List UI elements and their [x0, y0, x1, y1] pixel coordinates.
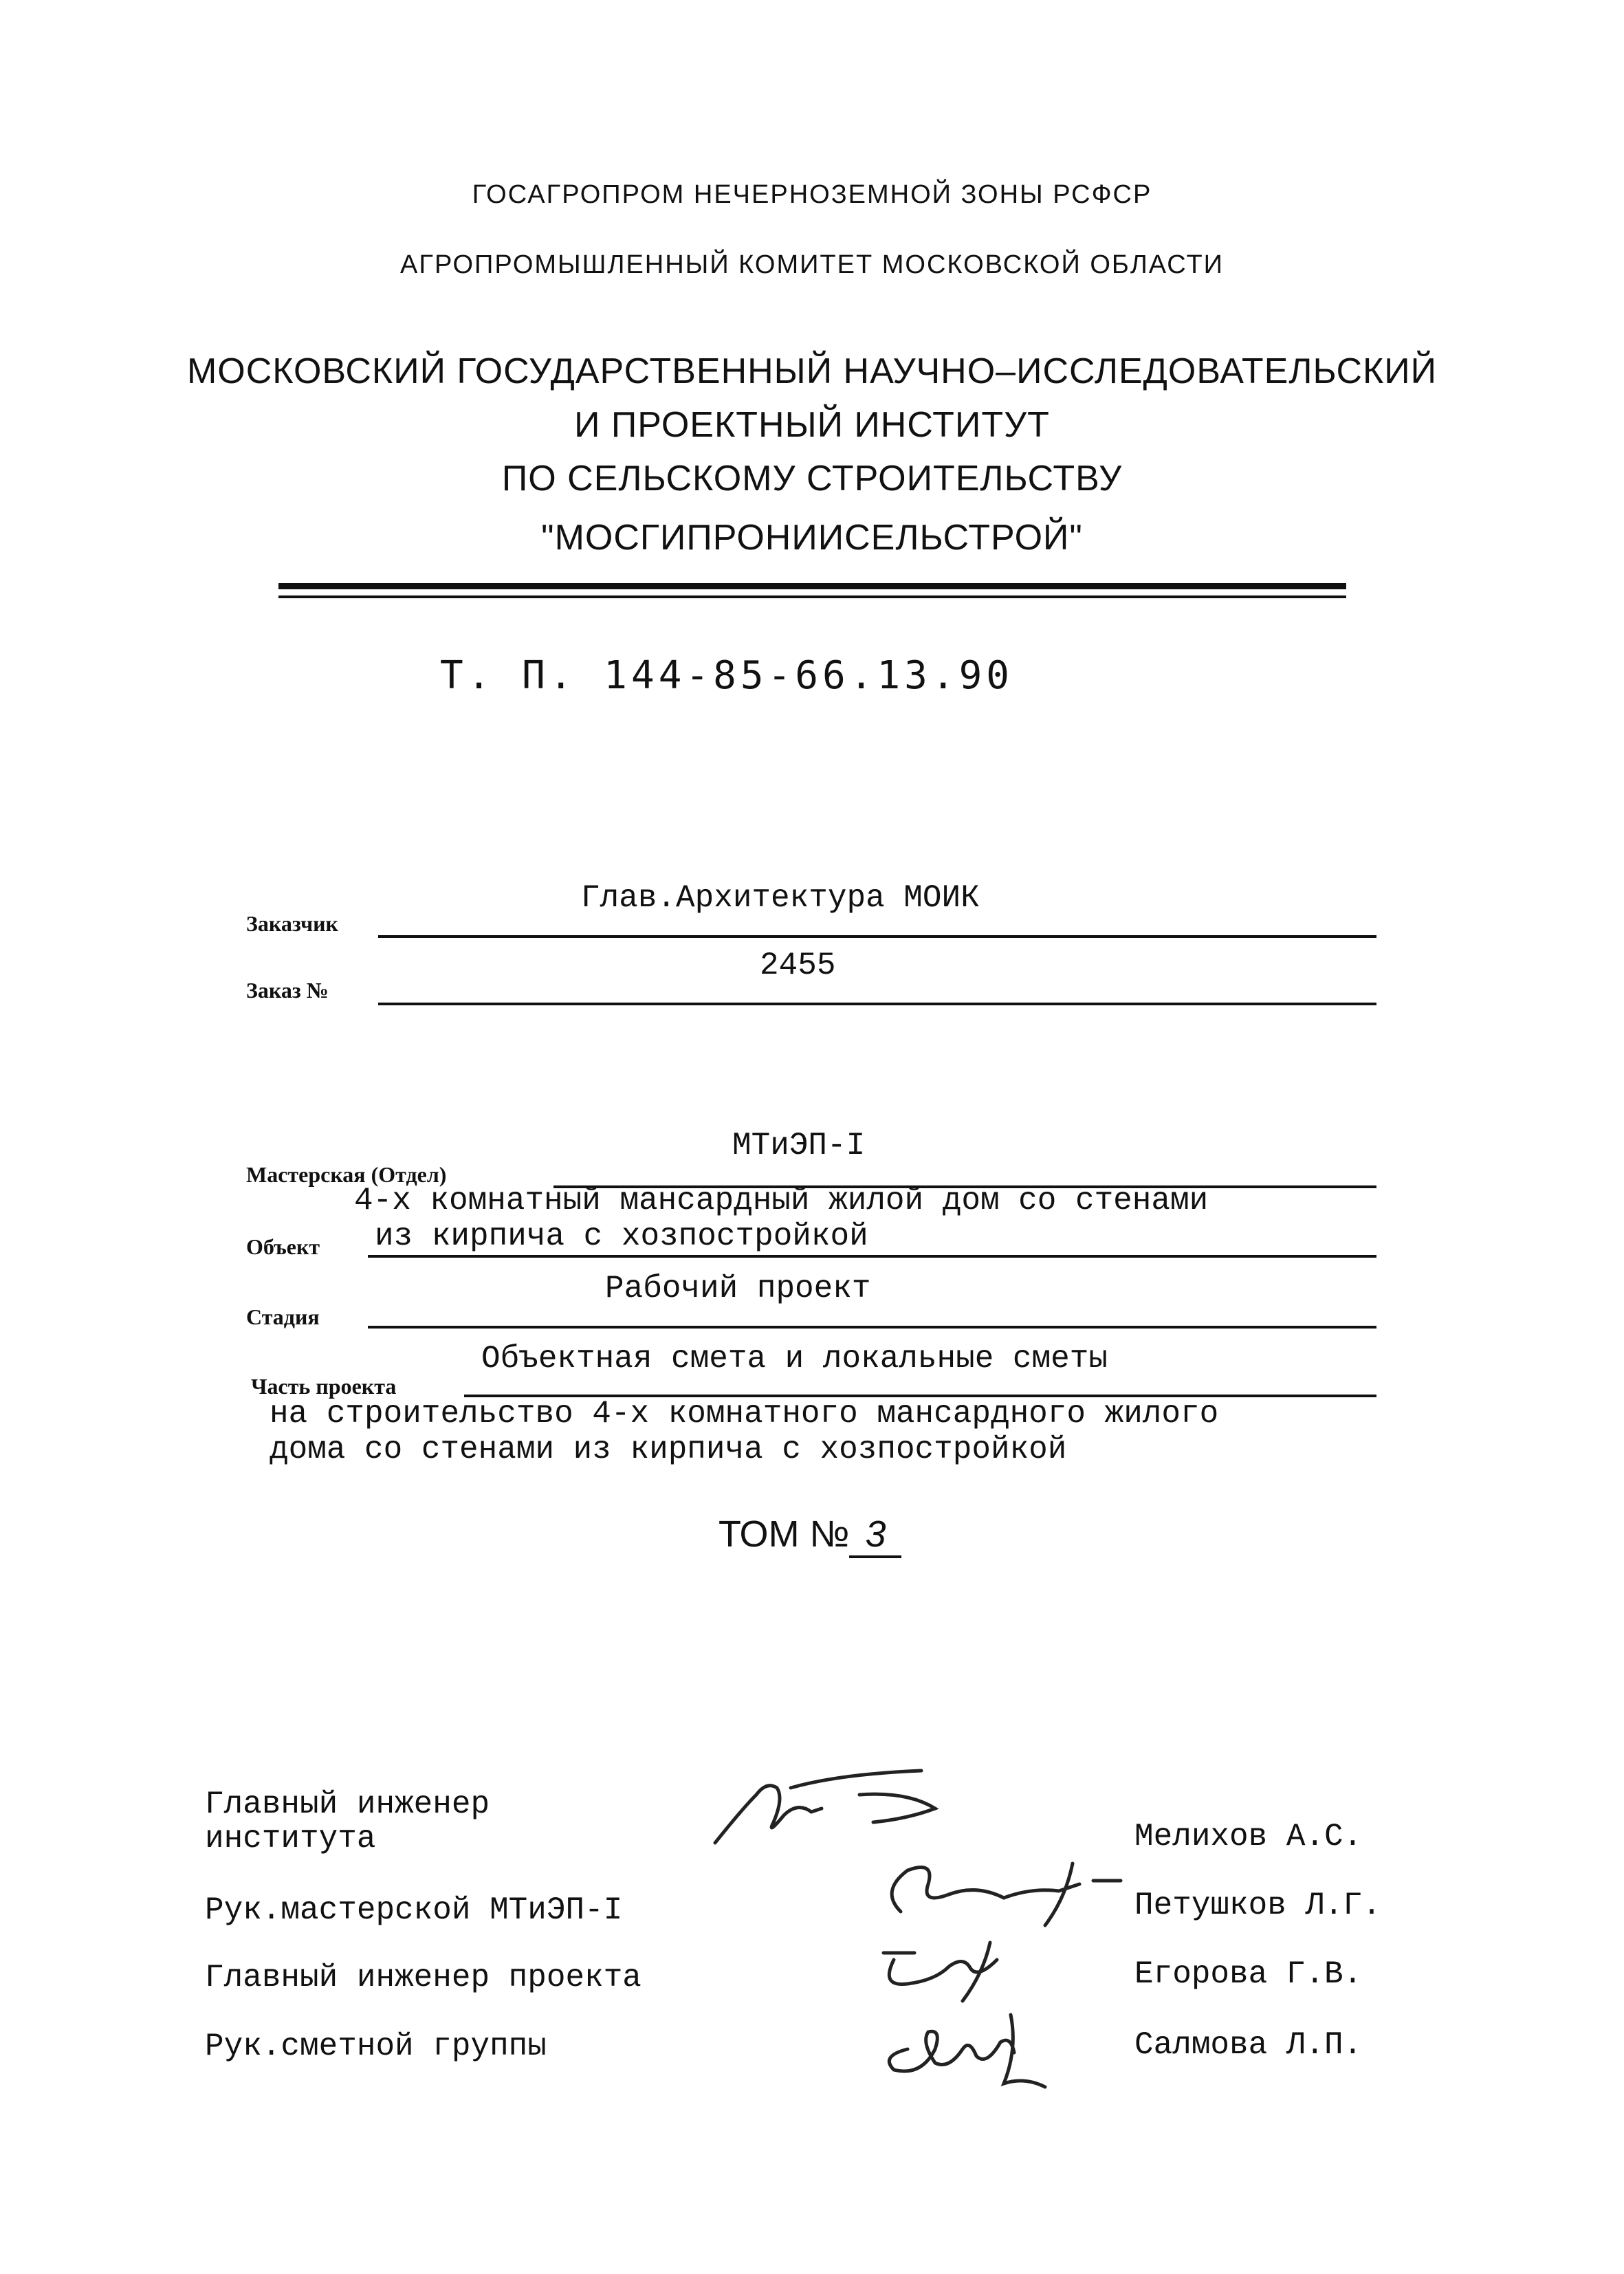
- customer-value: Глав.Архитектура МОИК: [581, 880, 980, 916]
- stage-value: Рабочий проект: [605, 1271, 871, 1307]
- signatory-role-3: Главный инженер проекта: [205, 1960, 641, 1996]
- signatory-role-4: Рук.сметной группы: [205, 2029, 547, 2064]
- stage-label: Стадия: [246, 1304, 320, 1329]
- part-value-line-3: дома со стенами из кирпича с хозпостройкой: [270, 1432, 1067, 1467]
- volume-number: [718, 1513, 901, 1558]
- part-label: Часть проекта: [251, 1374, 397, 1399]
- signatory-role-2: Рук.мастерской МТиЭП-I: [205, 1892, 623, 1928]
- object-value-line-1: 4-х комнатный мансардный жилой дом со стенами: [354, 1183, 1209, 1218]
- signatory-name-3: Егорова Г.В.: [1134, 1956, 1363, 1992]
- customer-label: Заказчик: [246, 911, 338, 936]
- order-value: 2455: [760, 948, 836, 983]
- signatory-role-1b: института: [205, 1821, 376, 1857]
- signature-2-icon: [873, 1857, 1148, 1932]
- institute-line-3: ПО СЕЛЬСКОМУ СТРОИТЕЛЬСТВУ: [501, 459, 1123, 499]
- institute-line-2: И ПРОЕКТНЫЙ ИНСТИТУТ: [574, 405, 1050, 445]
- signatory-name-2: Петушков Л.Г.: [1134, 1888, 1381, 1923]
- institute-line-1: МОСКОВСКИЙ ГОСУДАРСТВЕННЫЙ НАУЧНО–ИССЛЕДОВАТЕЛЬСКИЙ: [186, 351, 1438, 391]
- order-label: Заказ №: [246, 978, 329, 1003]
- org-line-2: АГРОПРОМЫШЛЕННЫЙ КОМИТЕТ МОСКОВСКОЙ ОБЛАСТИ: [400, 250, 1224, 279]
- stage-line: [368, 1326, 1376, 1329]
- object-label: Объект: [246, 1234, 320, 1259]
- header-rule-thin: [278, 595, 1346, 598]
- part-value-line-2: на строительство 4-х комнатного мансардного жилого: [270, 1396, 1219, 1432]
- signatory-name-4: Салмова Л.П.: [1134, 2027, 1363, 2063]
- order-line: [378, 1003, 1376, 1005]
- object-line: [368, 1255, 1376, 1258]
- signature-3-icon: [873, 1932, 1052, 2008]
- org-line-1: ГОСАГРОПРОМ НЕЧЕРНОЗЕМНОЙ ЗОНЫ РСФСР: [472, 180, 1152, 209]
- document-code: Т. П. 144-85-66.13.90: [440, 653, 1014, 698]
- institute-line-4: "МОСГИПРОНИИСЕЛЬСТРОЙ": [541, 518, 1083, 558]
- signature-1-icon: [701, 1767, 990, 1857]
- object-value-line-2: из кирпича с хозпостройкой: [375, 1218, 868, 1254]
- part-value-line-1: Объектная смета и локальные сметы: [481, 1341, 1108, 1377]
- volume-value: 3: [849, 1513, 901, 1558]
- signatory-name-1: Мелихов А.С.: [1134, 1819, 1363, 1855]
- signatory-role-1: Главный инженер: [205, 1786, 490, 1822]
- signature-4-icon: [873, 2001, 1079, 2097]
- volume-label: ТОМ №: [718, 1513, 850, 1555]
- customer-line: [378, 935, 1376, 938]
- workshop-label: Мастерская (Отдел): [246, 1162, 447, 1187]
- header-rule-thick: [278, 583, 1346, 589]
- workshop-value: МТиЭП-I: [732, 1128, 866, 1163]
